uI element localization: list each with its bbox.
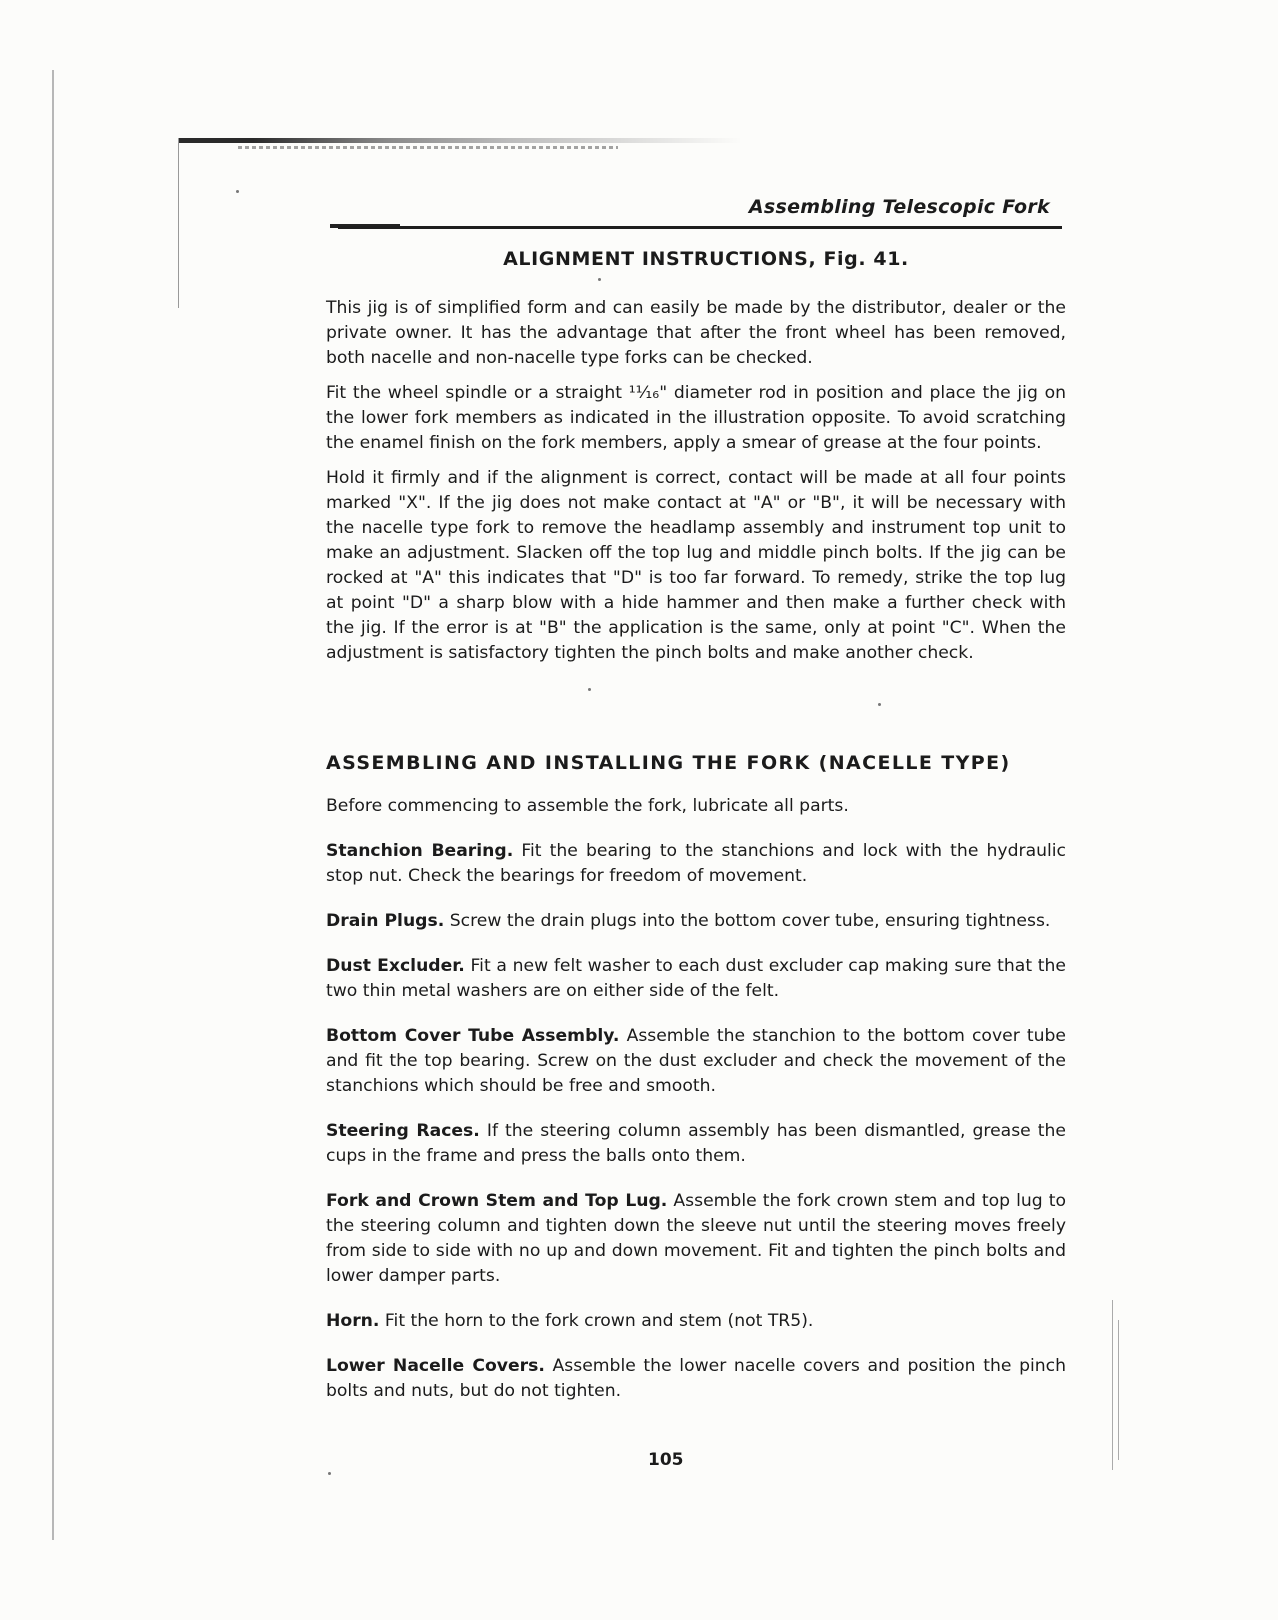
item-label: Bottom Cover Tube Assembly. xyxy=(326,1026,620,1046)
paragraph: Fit the wheel spindle or a straight ¹¹⁄₁₆" diameter rod in position and place the jig on the lower fork members as indicated in the illustration opposite. To avoid scratching the enamel finish on the fork members, apply a smear of grease at the four points. xyxy=(326,383,1066,453)
item-text: Assemble the stanchion to the bottom cover tube and fit the top bearing. Screw on the dust excluder and check the movement of the stanchions which should be free and smooth. xyxy=(326,1026,1066,1096)
item-label: Drain Plugs. xyxy=(326,911,445,931)
item-label: Dust Excluder. xyxy=(326,956,465,976)
section-title-assembling: ASSEMBLING AND INSTALLING THE FORK (NACELLE TYPE) xyxy=(326,752,1011,774)
list-item xyxy=(326,954,1066,1004)
page-content xyxy=(326,248,1066,1424)
list-item xyxy=(326,1354,1066,1404)
item-text: If the steering column assembly has been dismantled, grease the cups in the frame and press the balls onto them. xyxy=(326,1121,1066,1166)
paragraph: Hold it firmly and if the alignment is correct, contact will be made at all four points marked "X". If the jig does not make contact at "A" or "B", it will be necessary with the nacelle type fork to remove the headlamp assembly and instrument top unit to make an adjustment. Slacken off the top lug and middle pinch bolts. If the jig can be rocked at "A" this indicates that "D" is too far forward. To remedy, strike the top lug at point "D" a sharp blow with a hide hammer and then make a further check with the jig. If the error is at "B" the application is the same, only at point "C". When the adjustment is satisfactory tighten the pinch bolts and make another check. xyxy=(326,468,1066,663)
spacer xyxy=(326,676,1066,752)
list-item xyxy=(326,1189,1066,1289)
running-head: Assembling Telescopic Fork xyxy=(748,196,1050,218)
item-label: Steering Races. xyxy=(326,1121,480,1141)
list-item xyxy=(326,1024,1066,1099)
scan-edge-line xyxy=(52,70,54,1540)
intro-paragraph: Before commencing to assemble the fork, lubricate all parts. xyxy=(326,796,849,816)
item-text: Fit the bearing to the stanchions and lock with the hydraulic stop nut. Check the bearings for freedom of movement. xyxy=(326,841,1066,886)
paragraph: This jig is of simplified form and can easily be made by the distributor, dealer or the private owner. It has the advantage that after the front wheel has been removed, both nacelle and non-nacelle type forks can be checked. xyxy=(326,298,1066,368)
list-item xyxy=(326,909,1066,934)
top-rule-dotted xyxy=(238,146,618,149)
scan-speck xyxy=(598,278,601,281)
list-item xyxy=(326,839,1066,889)
item-label: Stanchion Bearing. xyxy=(326,841,514,861)
item-text: Fit a new felt washer to each dust excluder cap making sure that the two thin metal washers are on either side of the felt. xyxy=(326,956,1066,1001)
item-label: Lower Nacelle Covers. xyxy=(326,1356,545,1376)
list-item xyxy=(326,1119,1066,1169)
left-margin-line xyxy=(178,138,179,308)
scan-speck xyxy=(236,190,239,193)
top-rule xyxy=(178,138,1118,143)
section-title-alignment: ALIGNMENT INSTRUCTIONS, Fig. 41. xyxy=(503,248,909,270)
item-text: Fit the horn to the fork crown and stem (not TR5). xyxy=(384,1311,814,1331)
item-label: Fork and Crown Stem and Top Lug. xyxy=(326,1191,668,1211)
item-label: Horn. xyxy=(326,1311,380,1331)
document-page xyxy=(178,138,1140,1558)
page-number: 105 xyxy=(648,1450,684,1470)
item-text: Screw the drain plugs into the bottom cover tube, ensuring tightness. xyxy=(449,911,1051,931)
scan-speck xyxy=(588,688,591,691)
item-text: Assemble the lower nacelle covers and position the pinch bolts and nuts, but do not tighten. xyxy=(326,1356,1066,1401)
scan-speck xyxy=(878,703,881,706)
item-text: Assemble the fork crown stem and top lug to the steering column and tighten down the sleeve nut until the steering moves freely from side to side with no up and down movement. Fit and tighten the pinch bolts and lower damper parts. xyxy=(326,1191,1066,1286)
head-rule xyxy=(338,226,1062,229)
scan-speck xyxy=(328,1472,331,1475)
list-item xyxy=(326,1309,1066,1334)
